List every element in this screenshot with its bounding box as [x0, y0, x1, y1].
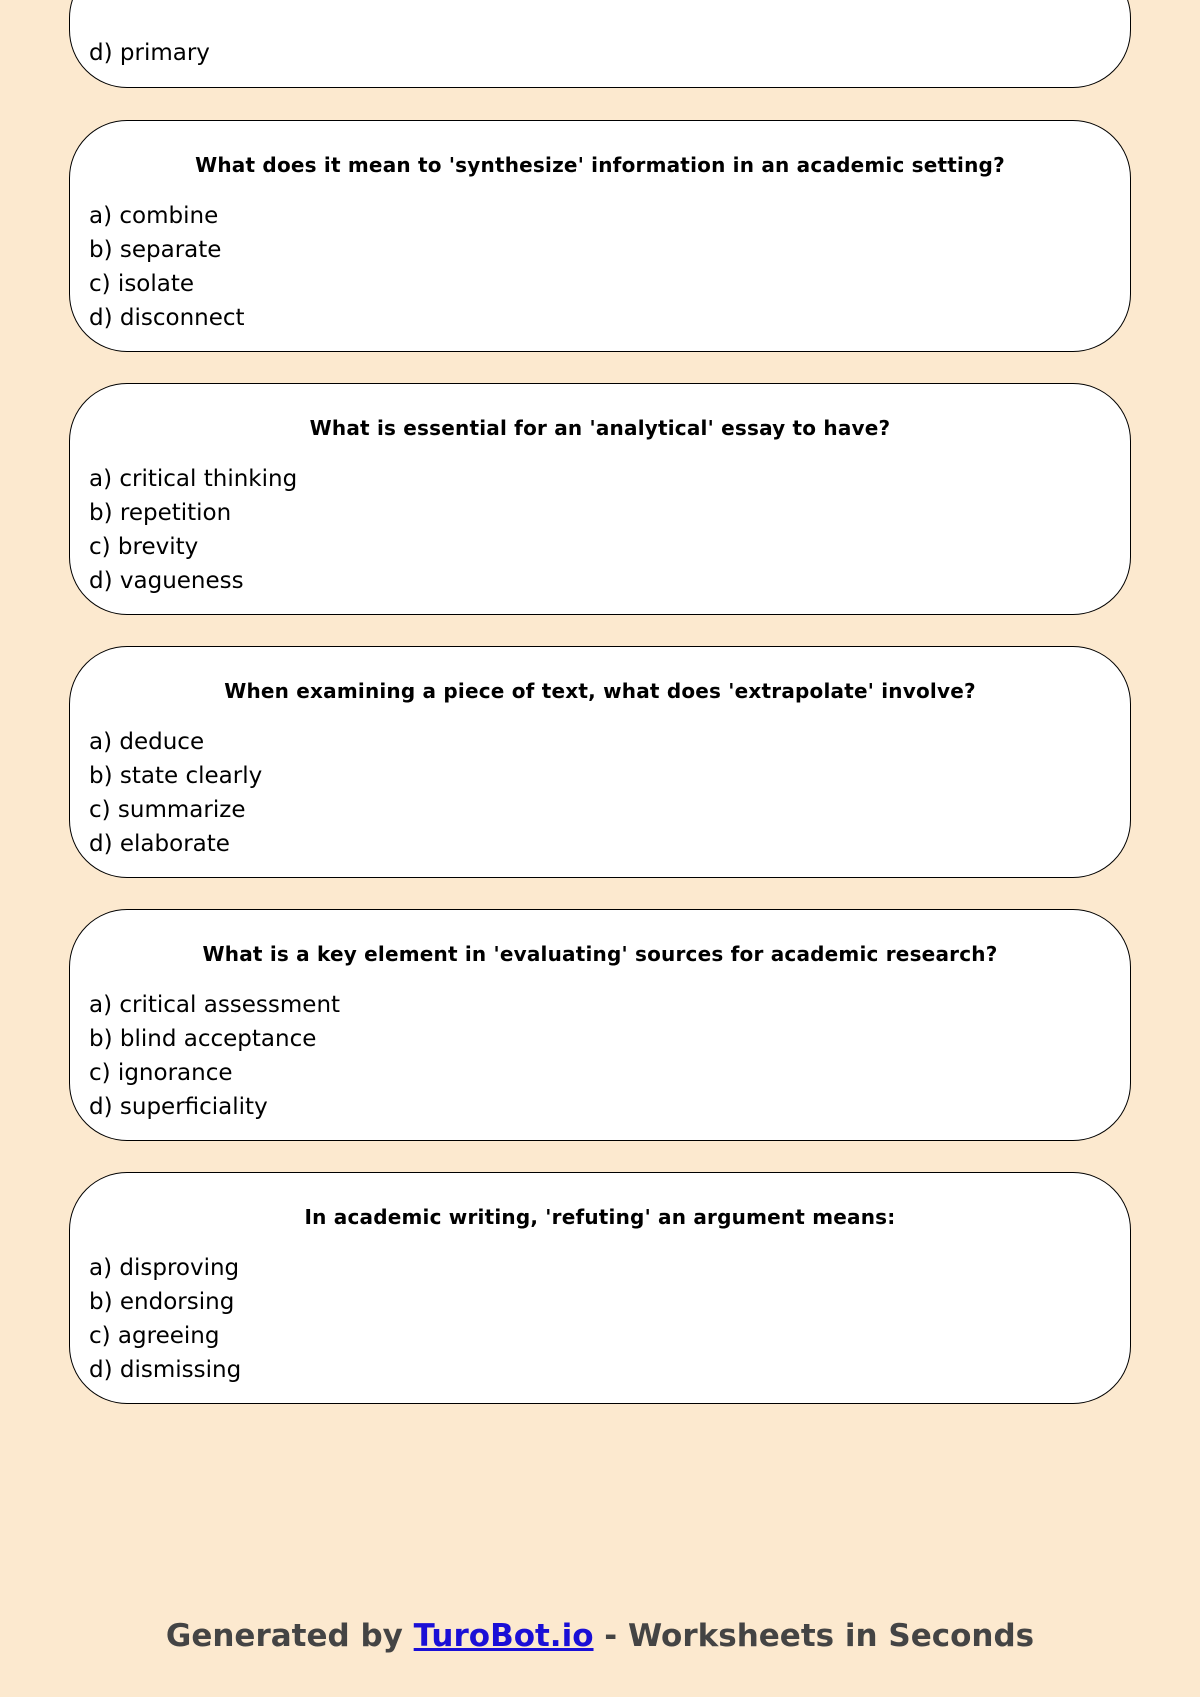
question-card — [69, 646, 1131, 878]
question-card-partial — [69, 0, 1131, 88]
option-d: d) primary — [89, 40, 210, 66]
option-c: c) isolate — [89, 271, 195, 297]
option-d: d) disconnect — [89, 305, 245, 331]
question-card — [69, 1172, 1131, 1404]
question-card — [69, 909, 1131, 1141]
option-a: a) critical thinking — [89, 466, 298, 492]
footer-prefix: Generated by — [165, 1618, 414, 1654]
option-c: c) summarize — [89, 797, 246, 823]
question-title: When examining a piece of text, what does 'extrapolate' involve? — [224, 679, 976, 703]
option-a: a) combine — [89, 203, 219, 229]
option-a: a) critical assessment — [89, 992, 341, 1018]
question-title: What is a key element in 'evaluating' sources for academic research? — [202, 942, 998, 966]
option-a: a) disproving — [89, 1255, 240, 1281]
options-list — [89, 725, 262, 861]
options-list — [89, 199, 245, 335]
option-c: c) brevity — [89, 534, 199, 560]
option-d: d) dismissing — [89, 1357, 242, 1383]
option-b: b) endorsing — [89, 1289, 235, 1315]
question-card — [69, 383, 1131, 615]
option-d: d) superficiality — [89, 1094, 268, 1120]
options-list — [89, 1251, 241, 1387]
question-title: What is essential for an 'analytical' essay to have? — [309, 416, 891, 440]
options-list — [89, 988, 340, 1124]
question-title: In academic writing, 'refuting' an argument means: — [304, 1205, 896, 1229]
options-list — [89, 462, 297, 598]
option-b: b) state clearly — [89, 763, 263, 789]
footer-suffix: - Worksheets in Seconds — [593, 1618, 1035, 1654]
question-card — [69, 120, 1131, 352]
option-d: d) elaborate — [89, 831, 230, 857]
footer — [0, 1618, 1200, 1654]
option-c: c) ignorance — [89, 1060, 233, 1086]
question-title: What does it mean to 'synthesize' information in an academic setting? — [195, 153, 1005, 177]
option-d: d) vagueness — [89, 568, 244, 594]
turobot-link[interactable]: TuroBot.io — [413, 1618, 594, 1654]
option-c: c) agreeing — [89, 1323, 220, 1349]
option-b: b) repetition — [89, 500, 232, 526]
option-b: b) blind acceptance — [89, 1026, 317, 1052]
option-b: b) separate — [89, 237, 222, 263]
option-a: a) deduce — [89, 729, 205, 755]
